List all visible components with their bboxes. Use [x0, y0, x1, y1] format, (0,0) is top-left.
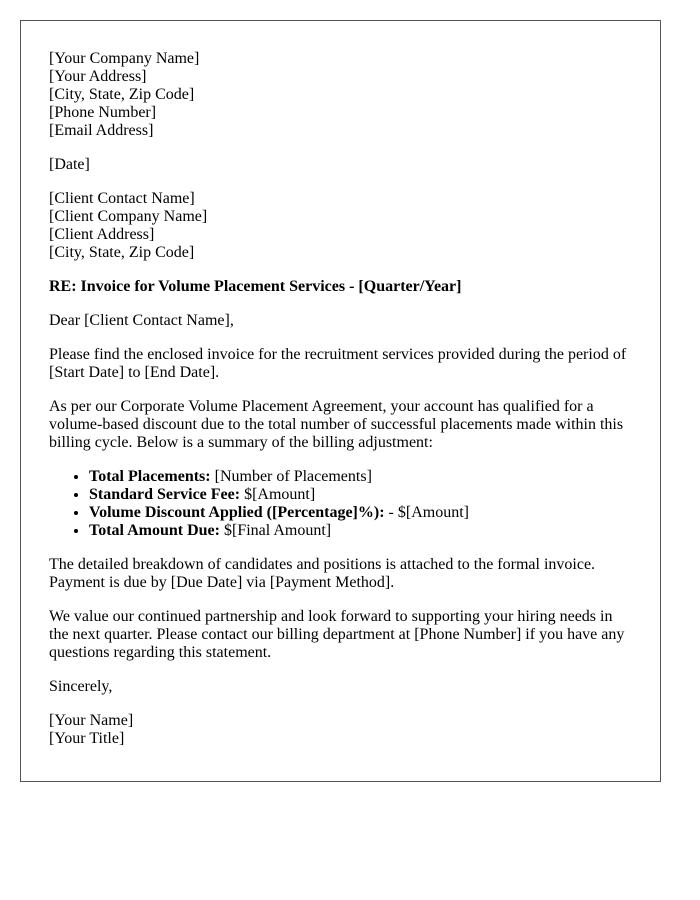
subject-line: RE: Invoice for Volume Placement Services - [Quarter/Year] — [49, 278, 462, 295]
recipient-address-block — [49, 190, 632, 262]
list-item — [89, 522, 632, 540]
summary-value: [Number of Placements] — [210, 468, 372, 485]
recipient-company: [Client Company Name] — [49, 208, 208, 225]
closing-salutation: Sincerely, — [49, 678, 113, 695]
sender-city-state-zip: [City, State, Zip Code] — [49, 86, 195, 103]
signature-block — [49, 712, 632, 748]
closing-note-paragraph: We value our continued partnership and look forward to supporting your hiring needs in the next quarter. Please contact our billing department at [Phone Number] if you have any questions regarding this statement. — [49, 608, 625, 661]
sender-address: [Your Address] — [49, 68, 147, 85]
billing-summary-list — [49, 468, 632, 540]
summary-label: Volume Discount Applied ([Percentage]%): — [89, 504, 385, 521]
intro-paragraph: Please find the enclosed invoice for the recruitment services provided during the period of [Start Date] to [End Date]. — [49, 346, 627, 381]
recipient-contact: [Client Contact Name] — [49, 190, 195, 207]
sender-address-block — [49, 50, 632, 140]
summary-label: Total Placements: — [89, 468, 211, 485]
list-item — [89, 504, 632, 522]
list-item — [89, 486, 632, 504]
summary-value: $[Amount] — [240, 486, 316, 503]
signer-name: [Your Name] — [49, 712, 134, 729]
summary-value: $[Final Amount] — [219, 522, 332, 539]
list-item — [89, 468, 632, 486]
summary-label: Standard Service Fee: — [89, 486, 241, 503]
breakdown-paragraph: The detailed breakdown of candidates and positions is attached to the formal invoice. Payment is due by [Due Date] via [Payment Method]. — [49, 556, 596, 591]
sender-email: [Email Address] — [49, 122, 154, 139]
invoice-letter — [20, 20, 661, 782]
summary-value: - $[Amount] — [384, 504, 469, 521]
salutation: Dear [Client Contact Name], — [49, 312, 234, 329]
recipient-city-state-zip: [City, State, Zip Code] — [49, 244, 195, 261]
sender-company: [Your Company Name] — [49, 50, 200, 67]
letter-date: [Date] — [49, 156, 90, 173]
signer-title: [Your Title] — [49, 730, 125, 747]
recipient-address: [Client Address] — [49, 226, 155, 243]
summary-label: Total Amount Due: — [89, 522, 220, 539]
sender-phone: [Phone Number] — [49, 104, 157, 121]
agreement-paragraph: As per our Corporate Volume Placement Agreement, your account has qualified for a volume-based discount due to the total number of successful placements made within this billing cycle. Below is a summary of the billing adjustment: — [49, 398, 624, 451]
